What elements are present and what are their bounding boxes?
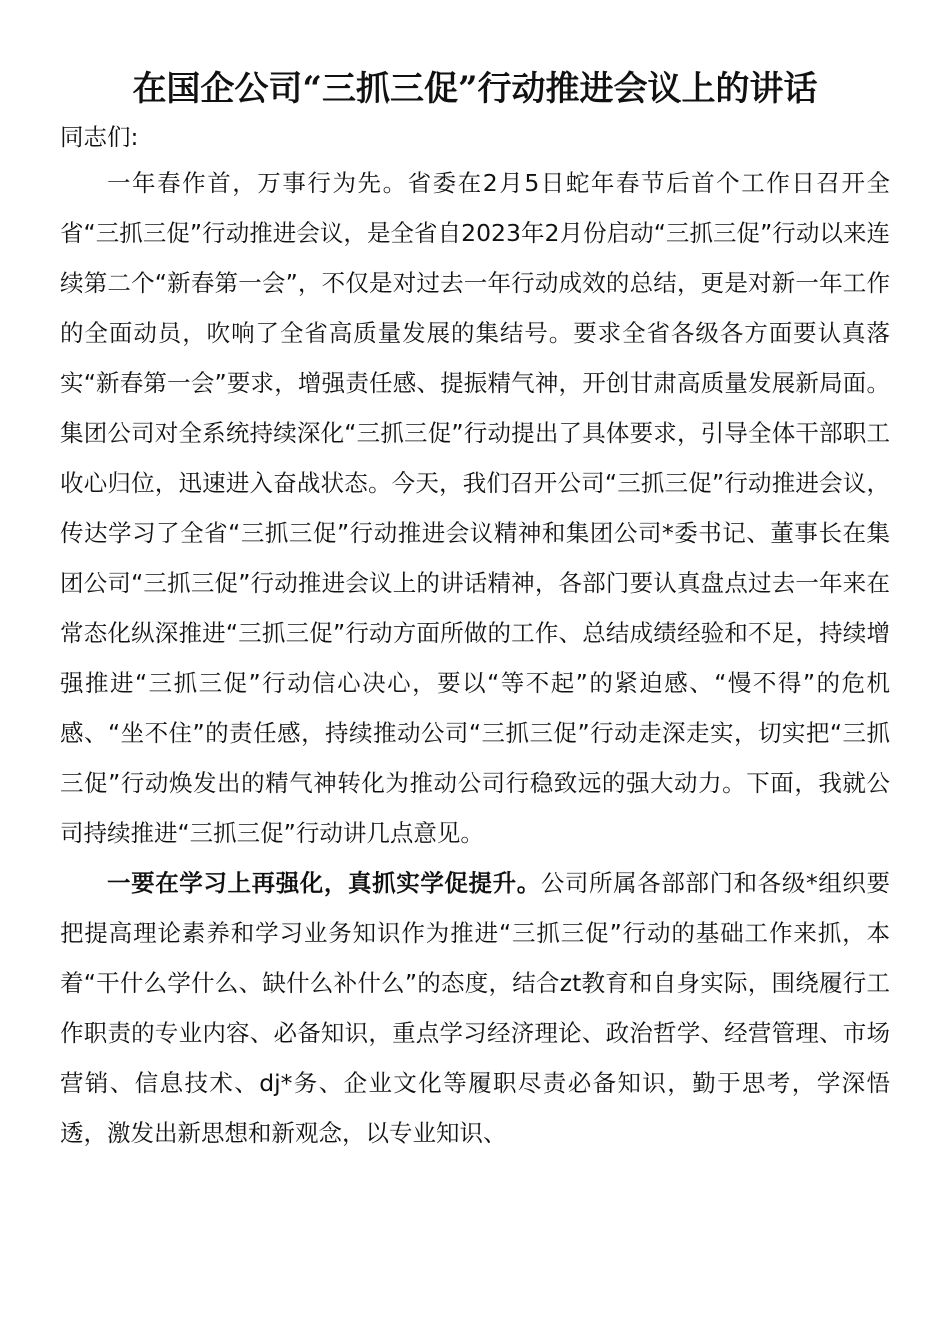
- paragraph-intro: [60, 158, 890, 858]
- paragraph-text: 公司所属各部部门和各级*组织要把提高理论素养和学习业务知识作为推进“三抓三促”行动的基础工作来抓，本着“干什么学什么、缺什么补什么”的态度，结合zt教育和自身实际，围绕履行工作职责的专业内容、必备知识，重点学习经济理论、政治哲学、经营管理、市场营销、信息技术、dj*务、企业文化等履职尽责必备知识，勤于思考，学深悟透，激发出新思想和新观念，以专业知识、: [60, 869, 890, 1147]
- paragraph-point-one: [60, 858, 890, 1158]
- document-title: 在国企公司“三抓三促”行动推进会议上的讲话: [132, 69, 818, 109]
- greeting: 同志们:: [60, 123, 139, 151]
- paragraph-text: 一年春作首，万事行为先。省委在2月5日蛇年春节后首个工作日召开全省“三抓三促”行动推进会议，是全省自2023年2月份启动“三抓三促”行动以来连续第二个“新春第一会”，不仅是对过去一年行动成效的总结，更是对新一年工作的全面动员，吹响了全省高质量发展的集结号。要求全省各级各方面要认真落实“新春第一会”要求，增强责任感、提振精气神，开创甘肃高质量发展新局面。集团公司对全系统持续深化“三抓三促”行动提出了具体要求，引导全体干部职工收心归位，迅速进入奋战状态。今天，我们召开公司“三抓三促”行动推进会议，传达学习了全省“三抓三促”行动推进会议精神和集团公司*委书记、董事长在集团公司“三抓三促”行动推进会议上的讲话精神，各部门要认真盘点过去一年来在常态化纵深推进“三抓三促”行动方面所做的工作、总结成绩经验和不足，持续增强推进“三抓三促”行动信心决心，要以“等不起”的紧迫感、“慢不得”的危机感、“坐不住”的责任感，持续推动公司“三抓三促”行动走深走实，切实把“三抓三促”行动焕发出的精气神转化为推动公司行稳致远的强大动力。下面，我就公司持续推进“三抓三促”行动讲几点意见。: [60, 169, 890, 847]
- paragraph-lead: 一要在学习上再强化，真抓实学促提升。: [107, 869, 541, 897]
